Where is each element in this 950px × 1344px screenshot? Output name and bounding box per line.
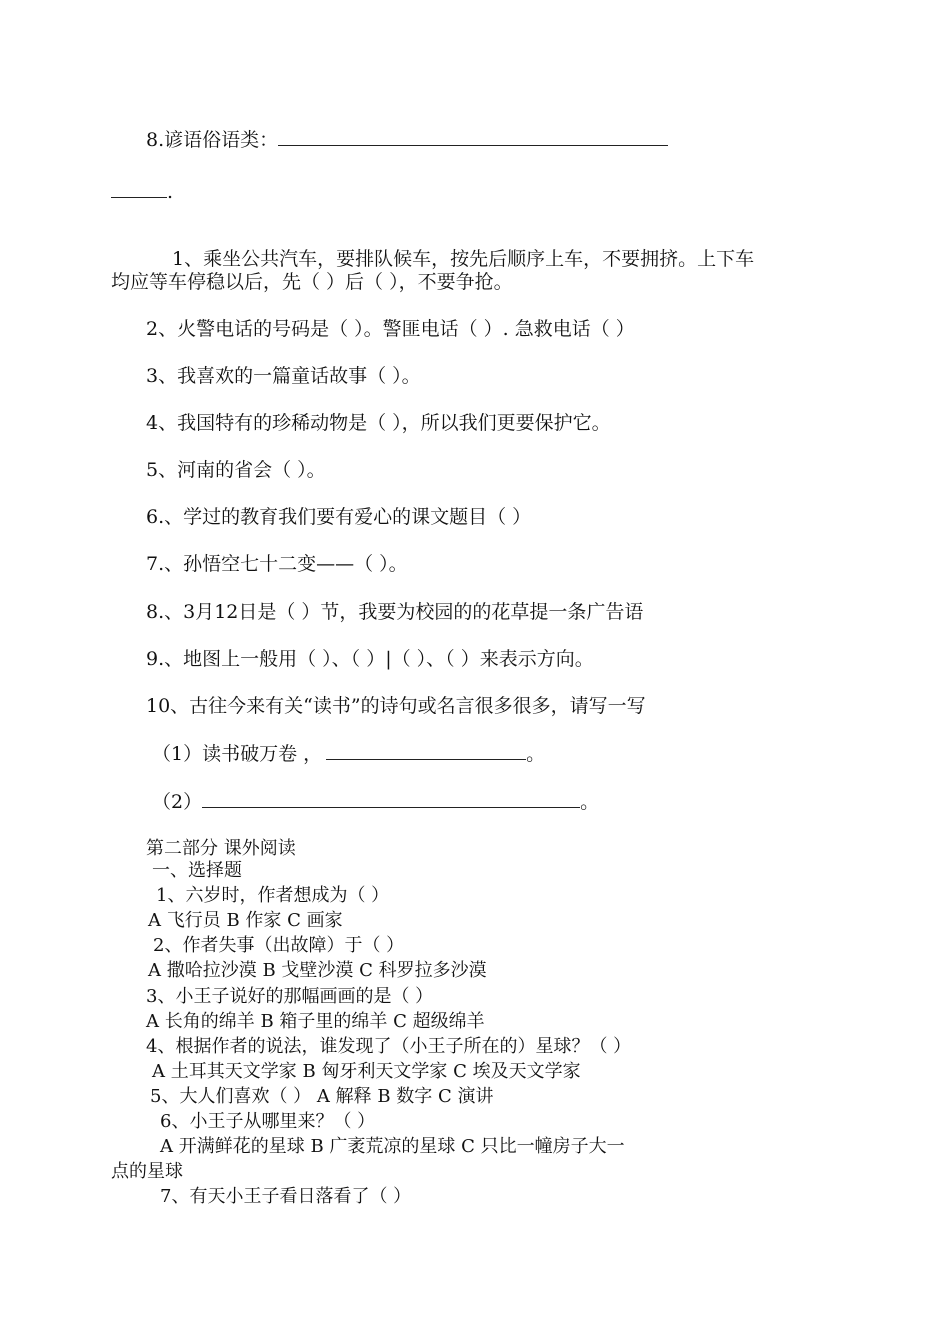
question-4: 4、我国特有的珍稀动物是（ ），所以我们更要保护它。 xyxy=(146,412,611,434)
answer-blank xyxy=(278,144,668,146)
question-1-line-1: 1、乘坐公共汽车，要排队候车，按先后顺序上车，不要拥挤。上下车 xyxy=(172,248,755,270)
item8-line xyxy=(146,128,668,152)
part-2-end: 。 xyxy=(580,791,600,813)
question-10: 10、古往今来有关“读书”的诗句或名言很多很多，请写一写 xyxy=(146,695,646,717)
item8-tail: . xyxy=(167,181,174,203)
question-10-part-1 xyxy=(152,742,545,766)
choice-2-question: 2、作者失事（出故障）于（ ） xyxy=(153,935,405,956)
question-8: 8.、3月12日是（ ）节，我要为校园的的花草提一条广告语 xyxy=(146,601,644,623)
question-3: 3、我喜欢的一篇童话故事（ ）。 xyxy=(146,365,421,387)
choice-4-question: 4、根据作者的说法，谁发现了（小王子所在的）星球？（ ） xyxy=(146,1036,632,1057)
question-7: 7.、孙悟空七十二变——（ ）。 xyxy=(146,553,408,575)
question-9: 9.、地图上一般用（ ）、（ ）|（ ）、（ ）来表示方向。 xyxy=(146,648,594,670)
part-1-end: 。 xyxy=(526,743,546,765)
answer-blank xyxy=(326,758,526,760)
choice-1-question: 1、六岁时，作者想成为（ ） xyxy=(156,885,390,906)
choice-6-options-line-2: 点的星球 xyxy=(111,1161,183,1182)
choice-4-options: A 土耳其天文学家 B 匈牙利天文学家 C 埃及天文学家 xyxy=(152,1061,581,1082)
item8-continuation xyxy=(111,180,173,204)
choice-7-question: 7、有天小王子看日落看了（ ） xyxy=(160,1186,412,1207)
choice-3-question: 3、小王子说好的那幅画画的是（ ） xyxy=(146,986,434,1007)
answer-blank xyxy=(202,806,580,808)
question-5: 5、河南的省会（ ）。 xyxy=(146,459,326,481)
choice-6-question: 6、小王子从哪里来？（ ） xyxy=(160,1111,376,1132)
part-1-label: （1）读书破万卷 ， xyxy=(152,743,323,765)
section-choice-title: 一、选择题 xyxy=(152,860,242,881)
question-6: 6.、学过的教育我们要有爱心的课文题目（ ） xyxy=(146,506,532,528)
choice-3-options: A 长角的绵羊 B 箱子里的绵羊 C 超级绵羊 xyxy=(146,1011,485,1032)
choice-6-options-line-1: A 开满鲜花的星球 B 广袤荒凉的星球 C 只比一幢房子大一 xyxy=(160,1136,625,1157)
question-10-part-2 xyxy=(152,790,599,814)
answer-blank xyxy=(111,196,167,198)
choice-2-options: A 撒哈拉沙漠 B 戈壁沙漠 C 科罗拉多沙漠 xyxy=(148,960,487,981)
question-1-line-2: 均应等车停稳以后，先（ ）后（ ），不要争抢。 xyxy=(111,271,513,293)
choice-1-options: A 飞行员 B 作家 C 画家 xyxy=(148,910,343,931)
question-2: 2、火警电话的号码是（ ）。警匪电话（ ）. 急救电话（ ） xyxy=(146,318,635,340)
choice-5: 5、大人们喜欢（ ） A 解释 B 数字 C 演讲 xyxy=(150,1086,494,1107)
part-2-title: 第二部分 课外阅读 xyxy=(146,838,296,859)
part-2-label: （2） xyxy=(152,791,203,813)
item8-label: 8.谚语俗语类： xyxy=(146,129,279,151)
